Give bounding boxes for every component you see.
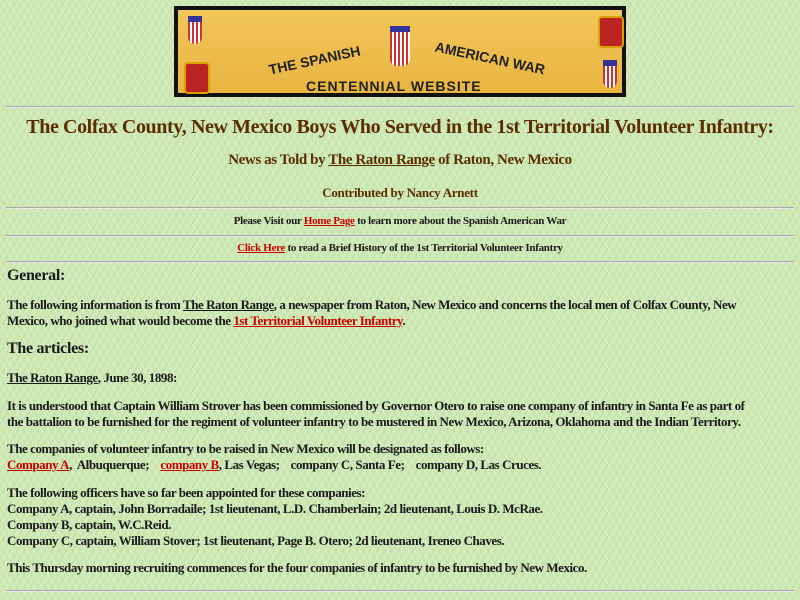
spanish-crest-icon bbox=[184, 62, 210, 94]
text: , Las Vegas; company C, Santa Fe; company D, Las Cruces. bbox=[218, 457, 542, 472]
visit-text: Please Visit our bbox=[233, 215, 304, 227]
text: , Albuquerque; bbox=[69, 457, 161, 472]
page-title: The Colfax County, New Mexico Boys Who Served in the 1st Territorial Volunteer Infantry: bbox=[26, 116, 774, 138]
general-paragraph-line2 bbox=[7, 313, 800, 329]
raton-range-title: The Raton Range bbox=[7, 370, 98, 385]
visit-text: to learn more about the Spanish American War bbox=[354, 215, 567, 227]
raton-range-title: The Raton Range bbox=[328, 152, 435, 168]
subtitle bbox=[0, 152, 800, 169]
text: , June 30, 1898: bbox=[97, 370, 177, 385]
text: , a newspaper from Raton, New Mexico and concerns the local men of Colfax County, New bbox=[273, 297, 737, 312]
divider bbox=[6, 235, 794, 237]
article-paragraph: Company B, captain, W.C.Reid. bbox=[7, 517, 171, 532]
divider bbox=[6, 261, 794, 263]
article-paragraph: The companies of volunteer infantry to be raised in New Mexico will be designated as follows: bbox=[7, 441, 484, 456]
banner-text: AMERICAN WAR bbox=[433, 38, 547, 78]
us-shield-icon bbox=[390, 26, 410, 66]
raton-range-title: The Raton Range bbox=[182, 297, 274, 312]
article-paragraph: This Thursday morning recruiting commences for the four companies of infantry to be furnished by New Mexico. bbox=[7, 560, 587, 575]
history-line bbox=[0, 242, 800, 254]
text: The following information is from bbox=[7, 297, 183, 312]
infantry-link[interactable]: 1st Territorial Volunteer Infantry bbox=[233, 313, 403, 328]
articles-heading: The articles: bbox=[7, 340, 89, 357]
banner-text: CENTENNIAL WEBSITE bbox=[306, 78, 482, 94]
spanish-american-war-banner bbox=[174, 6, 626, 97]
text: Mexico, who joined what would become the bbox=[7, 313, 234, 328]
divider bbox=[6, 207, 794, 209]
history-text: to read a Brief History of the 1st Territorial Volunteer Infantry bbox=[285, 242, 563, 254]
general-heading: General: bbox=[7, 267, 66, 284]
article-paragraph: Company A, captain, John Borradaile; 1st lieutenant, L.D. Chamberlain; 2d lieutenant, Louis D. McRae. bbox=[7, 501, 543, 516]
click-here-link[interactable]: Click Here bbox=[237, 242, 286, 254]
subtitle-text: of Raton, New Mexico bbox=[434, 152, 572, 168]
company-a-link[interactable]: Company A bbox=[7, 457, 70, 472]
us-shield-icon bbox=[603, 60, 617, 88]
subtitle-text: News as Told by bbox=[228, 152, 329, 168]
home-page-link[interactable]: Home Page bbox=[303, 215, 355, 227]
article-date bbox=[7, 370, 800, 386]
article-paragraph: The following officers have so far been appointed for these companies: bbox=[7, 485, 365, 500]
general-paragraph bbox=[7, 297, 800, 313]
banner-text: THE SPANISH bbox=[267, 42, 362, 78]
visit-line bbox=[0, 215, 800, 227]
article-paragraph: the battalion to be furnished for the regiment of volunteer infantry to be mustered in New Mexico, Arizona, Oklahoma and the Indian Territory. bbox=[7, 414, 741, 429]
spanish-crest-icon bbox=[598, 16, 624, 48]
text: . bbox=[402, 313, 406, 328]
company-list bbox=[7, 457, 800, 473]
company-b-link[interactable]: company B bbox=[160, 457, 219, 472]
article-paragraph: It is understood that Captain William Strover has been commissioned by Governor Otero to raise one company of infantry in Santa Fe as part of bbox=[7, 398, 745, 413]
contributor: Contributed by Nancy Arnett bbox=[322, 185, 478, 200]
divider bbox=[6, 106, 794, 108]
divider bbox=[6, 590, 794, 592]
article-paragraph: Company C, captain, William Stover; 1st lieutenant, Page B. Otero; 2d lieutenant, Ireneo Chaves. bbox=[7, 533, 505, 548]
us-shield-icon bbox=[188, 16, 202, 44]
